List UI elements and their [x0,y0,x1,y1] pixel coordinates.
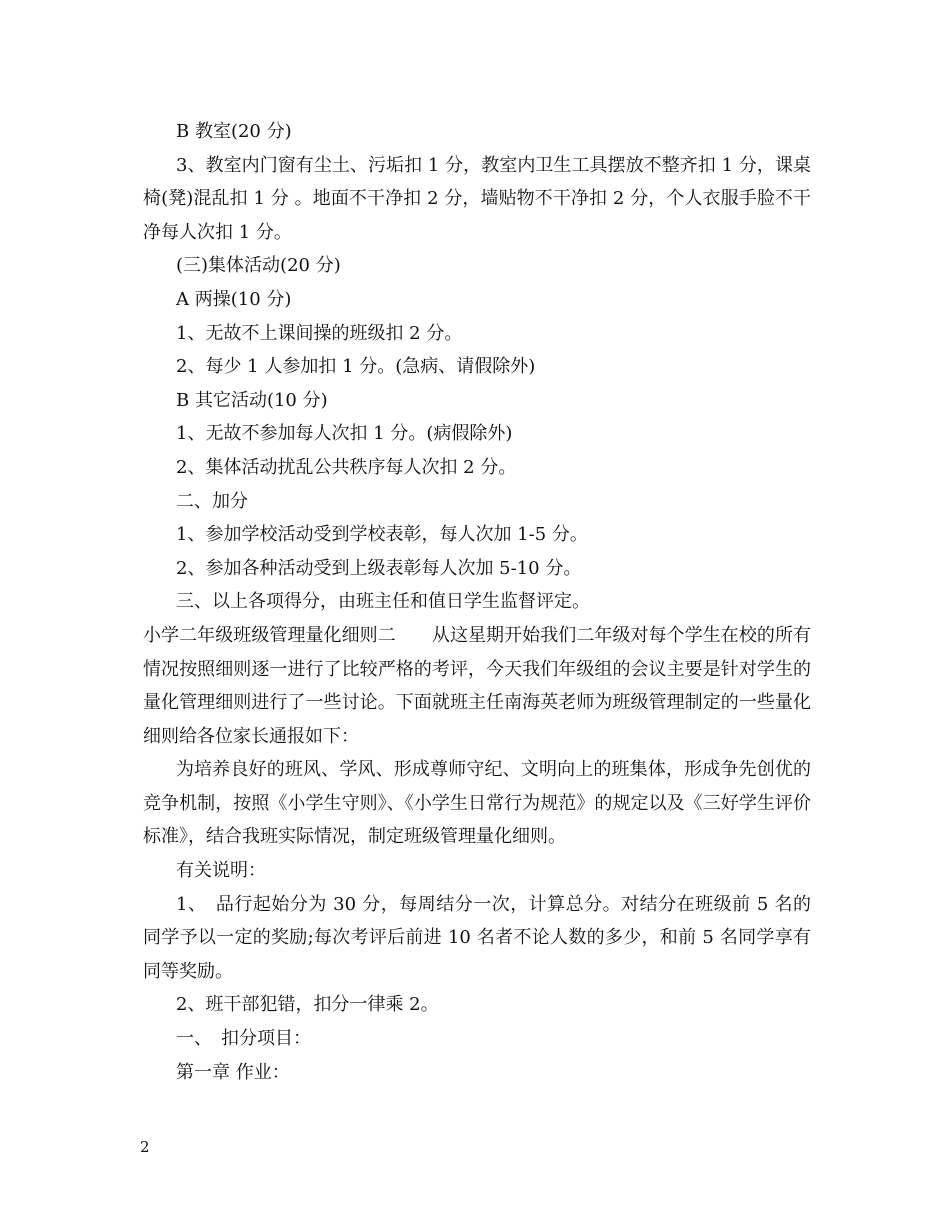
paragraph: 有关说明： [176,860,266,882]
paragraph: 二、加分 [176,490,248,512]
paragraph: 1、无故不上课间操的班级扣 2 分。 [176,322,463,344]
paragraph: 一、 扣分项目： [176,1028,311,1050]
paragraph: 1、参加学校活动受到学校表彰，每人次加 1-5 分。 [176,524,588,546]
paragraph: 1、无故不参加每人次扣 1 分。(病假除外) [176,423,513,445]
paragraph: B 教室(20 分) [176,121,292,142]
paragraph: 2、每少 1 人参加扣 1 分。(急病、请假除外) [176,356,536,378]
paragraph: 2、参加各种活动受到上级表彰每人次加 5-10 分。 [176,557,582,579]
paragraph: 2、班干部犯错，扣分一律乘 2。 [176,994,439,1016]
paragraph: 2、集体活动扰乱公共秩序每人次扣 2 分。 [176,456,517,478]
page-number: 2 [140,1138,150,1156]
paragraph: A 两操(10 分) [176,288,292,310]
paragraph: 为培养良好的班风、学风、形成尊师守纪、文明向上的班集体，形成争先创优的竞争机制，按照《小学生守则》、《小学生日常行为规范》的规定以及《三好学生评价标准》，结合我班实际情况，制定班级管理量化细则。 [143,759,811,848]
paragraph: B 其它活动(10 分) [176,389,328,411]
paragraph: 第一章 作业： [176,1061,290,1083]
paragraph: 三、以上各项得分，由班主任和值日学生监督评定。 [176,591,590,613]
paragraph: 1、 品行起始分为 30 分，每周结分一次，计算总分。对结分在班级前 5 名的同学予以一定的奖励;每次考评后前进 10 名者不论人数的多少，和前 5 名同学享有同等奖励。 [143,893,811,982]
section-heading-paragraph: 小学二年级班级管理量化细则二 从这星期开始我们二年级对每个学生在校的所有情况按照细则逐一进行了比较严格的考评，今天我们年级组的会议主要是针对学生的量化管理细则进行了一些讨论。下面就班主任南海英老师为班级管理制定的一些量化细则给各位家长通报如下： [143,624,811,747]
paragraph: 3、教室内门窗有尘土、污垢扣 1 分，教室内卫生工具摆放不整齐扣 1 分，课桌椅(凳)混乱扣 1 分 。地面不干净扣 2 分，墙贴物不干净扣 2 分，个人衣服手脸不干净每人次扣 1 分。 [143,154,811,243]
paragraph: (三)集体活动(20 分) [176,255,341,277]
document-body [143,115,811,1089]
